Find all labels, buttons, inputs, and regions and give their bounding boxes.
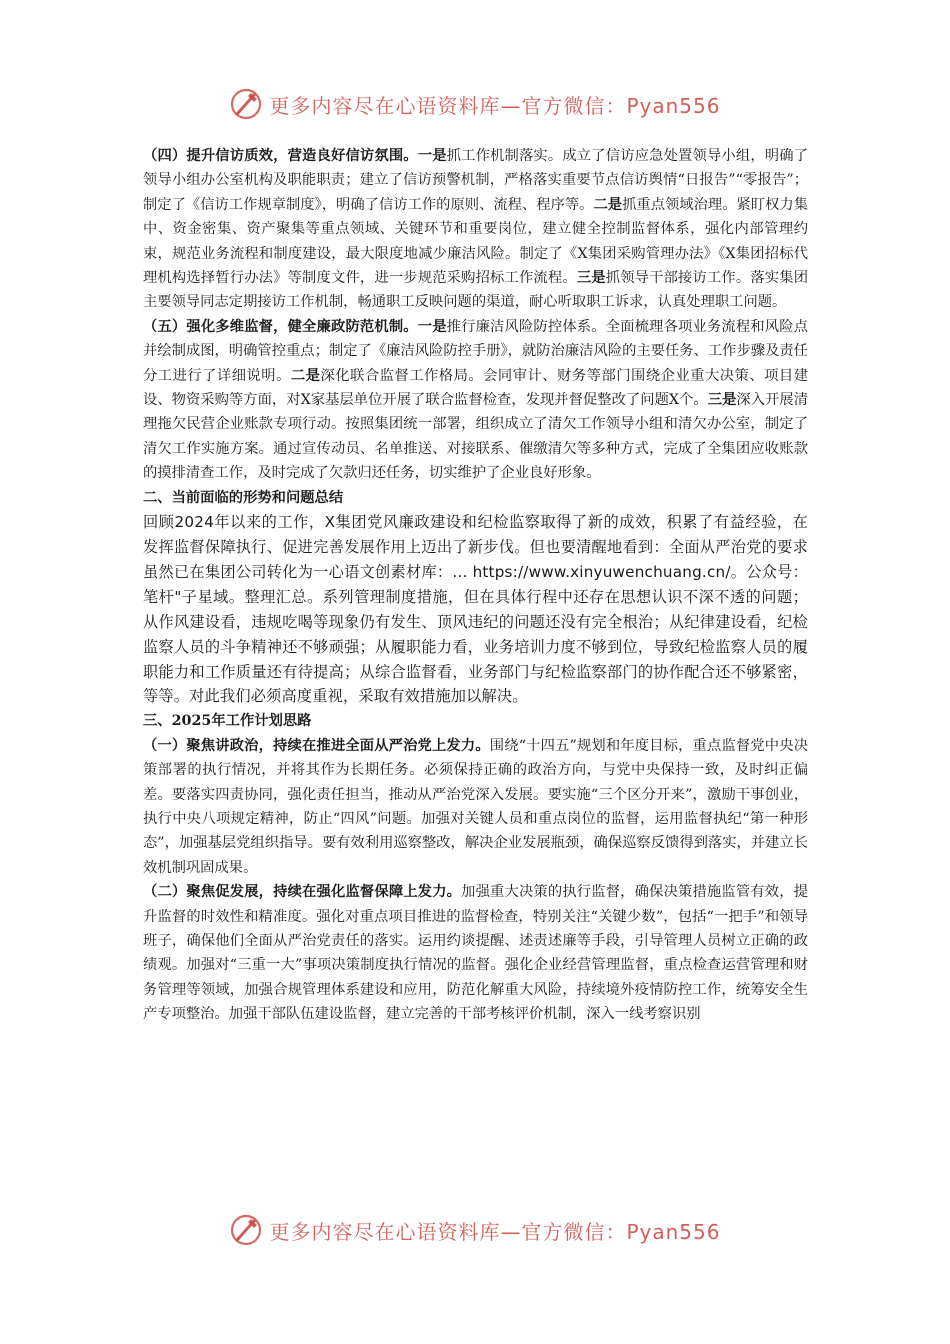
header-watermark-banner: [0, 82, 950, 126]
part-3-section-2-lead: （二）聚焦促发展，持续在强化监督保障上发力。: [143, 884, 462, 901]
banner-text: 更多内容尽在心语资料库—官方微信：Pyan556: [269, 1219, 721, 1244]
section-5-paragraph: [143, 315, 808, 486]
section-5-point-1-label: 一是: [417, 318, 447, 335]
section-5-point-3-text: 深入开展清理拖欠民营企业账款专项行动。按照集团统一部署，组织成立了清欠工作领导小组和清欠办公室，制定了清欠工作实施方案。通过宣传动员、名单推送、对接联系、催缴清欠等多种方式，完成了全集团应收账款的摸排清查工作，及时完成了欠款归还任务，切实维护了企业良好形象。: [143, 392, 809, 482]
logo-icon: [229, 87, 263, 121]
part-2-heading: 二、当前面临的形势和问题总结: [143, 489, 344, 506]
banner-text: 更多内容尽在心语资料库—官方微信：Pyan556: [269, 93, 721, 118]
section-5-point-2-label: 二是: [290, 367, 321, 384]
document-body: [143, 144, 808, 1027]
part-2-paragraph: 回顾2024年以来的工作，X集团党风廉政建设和纪检监察取得了新的成效，积累了有益经验，在发挥监督保障执行、促进完善发展作用上迈出了新步伐。但也要清醒地看到：全面从严治党的要求虽然已在集团公司转化为一心语文创素材库：... https://www.xinyuwenchuang.cn/。公众号：笔杆"子星域。整理汇总。系列管理制度措施，但在具体行程中还存在思想认识不深不透的问题；从作风建设看，违规吃喝等现象仍有发生、顶风违纪的问题还没有完全根治；从纪律建设看，纪检监察人员的斗争精神还不够顽强；从履职能力看，业务培训力度不够到位，导致纪检监察人员的履职能力和工作质量还有待提高；从综合监督看，业务部门与纪检监察部门的协作配合还不够紧密，等等。对此我们必须高度重视，采取有效措施加以解决。: [143, 513, 808, 706]
section-4-point-2-text: 抓重点领域治理。紧盯权力集中、资金密集、资产聚集等重点领域、关键环节和重要岗位，建立健全控制监督体系，强化内部管理约束，规范业务流程和制度建设，最大限度地减少廉洁风险。制定了《X集团采购管理办法》《X集团招标代理机构选择暂行办法》等制度文件，进一步规范采购招标工作流程。: [143, 196, 809, 287]
part-3-section-2-text: 加强重大决策的执行监督，确保决策措施监管有效，提升监督的时效性和精准度。强化对重点项目推进的监督检查，特别关注“关键少数”，包括“一把手”和领导班子，确保他们全面从严治党责任的落实。运用约谈提醒、述责述廉等手段，引导管理人员树立正确的政绩观。加强对“三重一大”事项决策制度执行情况的监督。强化企业经营管理监督，重点检查运营管理和财务管理等领域，加强合规管理体系建设和应用，防范化解重大风险，持续境外疫情防控工作，统筹安全生产专项整治。加强干部队伍建设监督，建立完善的干部考核评价机制，深入一线考察识别: [143, 884, 809, 1023]
part-3-heading: 三、2025年工作计划思路: [143, 713, 312, 730]
section-5-point-3-label: 三是: [707, 392, 737, 409]
footer-watermark-banner: [0, 1208, 950, 1252]
part-3-section-2-paragraph: [143, 880, 808, 1026]
section-4-paragraph: [143, 144, 808, 315]
part-3-section-1-paragraph: [143, 734, 808, 880]
section-4-point-1-label: 一是: [417, 148, 447, 164]
part-3-section-1-lead: （一）聚焦讲政治，持续在推进全面从严治党上发力。: [143, 737, 490, 754]
section-5-point-2-text: 深化联合监督工作格局。会同审计、财务等部门围绕企业重大决策、项目建设、物资采购等方面，对X家基层单位开展了联合监督检查，发现并督促整改了问题X个。: [143, 367, 809, 409]
section-5-point-1-text: 推行廉洁风险防控体系。全面梳理各项业务流程和风险点并绘制成图，明确管控重点；制定了《廉洁风险防控手册》，就防治廉洁风险的主要任务、工作步骤及责任分工进行了详细说明。: [143, 318, 809, 384]
section-4-point-1-text: 抓工作机制落实。成立了信访应急处置领导小组，明确了领导小组办公室机构及职能职责；建立了信访预警机制，严格落实重要节点信访舆情“日报告”“零报告”；制定了《信访工作规章制度》，明确了信访工作的原则、流程、程序等。: [143, 148, 809, 213]
section-4-point-2-label: 二是: [593, 196, 623, 213]
logo-icon: [229, 1213, 263, 1247]
section-4-point-3-text: 抓领导干部接访工作。落实集团主要领导同志定期接访工作机制，畅通职工反映问题的渠道，耐心听取职工诉求，认真处理职工问题。: [143, 270, 809, 311]
part-3-section-1-text: 围绕“十四五”规划和年度目标，重点监督党中央决策部署的执行情况，并将其作为长期任务。必须保持正确的政治方向，与党中央保持一致，及时纠正偏差。要落实四责协同，强化责任担当，推动从严治党深入发展。要实施“三个区分开来”，激励干事创业，执行中央八项规定精神，防止“四风”问题。加强对关键人员和重点岗位的监督，运用监督执纪“第一种形态”，加强基层党组织指导。要有效利用巡察整改，解决企业发展瓶颈，确保巡察反馈得到落实，并建立长效机制巩固成果。: [143, 737, 809, 876]
section-4-lead: （四）提升信访质效，营造良好信访氛围。: [143, 148, 418, 164]
section-4-point-3-label: 三是: [576, 270, 606, 287]
section-5-lead: （五）强化多维监督，健全廉政防范机制。: [143, 318, 418, 335]
